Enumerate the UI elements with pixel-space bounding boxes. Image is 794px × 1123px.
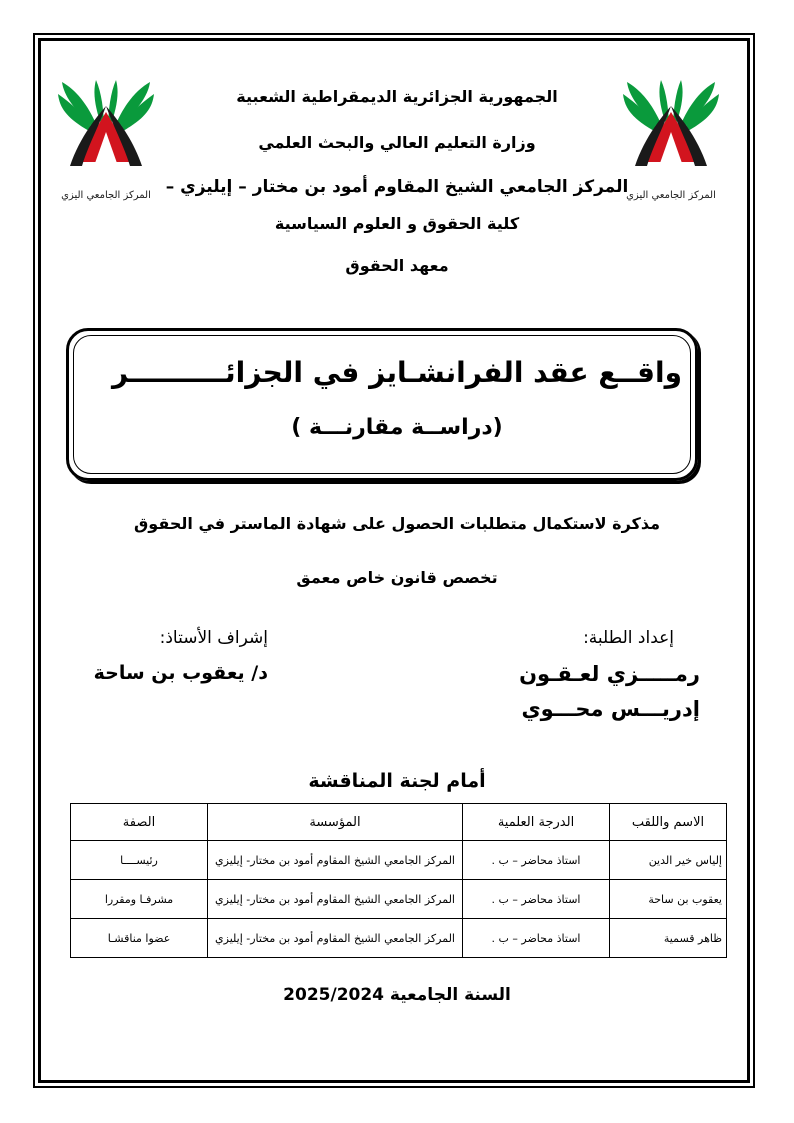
table-row: [71, 919, 727, 958]
header-faculty: كلية الحقوق و العلوم السياسية: [274, 214, 520, 233]
academic-year: السنة الجامعية 2025/2024: [283, 985, 511, 1005]
table-row: [71, 880, 727, 919]
svg-text:المركز الجامعي اليزي: المركز الجامعي اليزي: [61, 190, 151, 201]
column-header: الصفة: [71, 804, 208, 841]
member-institution: المركز الجامعي الشيخ المقاوم أمود بن مختار- إيليزي: [208, 919, 463, 958]
header-institute: معهد الحقوق: [345, 256, 449, 275]
student-name: رمـــــزي لعـقـون: [519, 662, 700, 686]
supervisor-name: د/ يعقوب بن ساحة: [93, 662, 268, 684]
member-role: مشرفـا ومقررا: [71, 880, 208, 919]
header-ministry: وزارة التعليم العالي والبحث العلمي: [258, 133, 536, 152]
student-name: إدريـــس محـــوي: [521, 697, 700, 721]
committee-table: [70, 803, 727, 958]
svg-text:المركز الجامعي اليزي: المركز الجامعي اليزي: [626, 190, 716, 201]
member-name: إلياس خير الدين: [610, 841, 727, 880]
supervisor-label: إشراف الأستاذ:: [159, 628, 268, 648]
column-header: المؤسسة: [208, 804, 463, 841]
member-degree: استاذ محاضر – ب .: [463, 880, 610, 919]
member-institution: المركز الجامعي الشيخ المقاوم أمود بن مختار- إيليزي: [208, 880, 463, 919]
member-role: عضوا مناقشـا: [71, 919, 208, 958]
table-header-row: [71, 804, 727, 841]
specialty: تخصص قانون خاص معمق: [296, 568, 498, 587]
thesis-title: واقــع عقد الفرانشـايز في الجزائــــــــــر: [112, 356, 682, 389]
member-degree: استاذ محاضر – ب .: [463, 919, 610, 958]
committee-heading: أمام لجنة المناقشة: [308, 770, 486, 792]
member-name: ظاهر قسمية: [610, 919, 727, 958]
table-row: [71, 841, 727, 880]
header-republic: الجمهورية الجزائرية الديمقراطية الشعبية: [236, 87, 558, 106]
prepared-by-label: إعداد الطلبة:: [583, 628, 674, 648]
member-name: يعقوب بن ساحة: [610, 880, 727, 919]
member-degree: استاذ محاضر – ب .: [463, 841, 610, 880]
thesis-subtitle: (دراســة مقارنـــة ): [291, 415, 503, 440]
column-header: الاسم واللقب: [610, 804, 727, 841]
header-university-center: المركز الجامعي الشيخ المقاوم أمود بن مختار – إيليزي –: [165, 177, 629, 197]
member-role: رئيســــا: [71, 841, 208, 880]
memo-statement: مذكرة لاستكمال متطلبات الحصول على شهادة الماستر في الحقوق: [134, 514, 660, 533]
column-header: الدرجة العلمية: [463, 804, 610, 841]
member-institution: المركز الجامعي الشيخ المقاوم أمود بن مختار- إيليزي: [208, 841, 463, 880]
